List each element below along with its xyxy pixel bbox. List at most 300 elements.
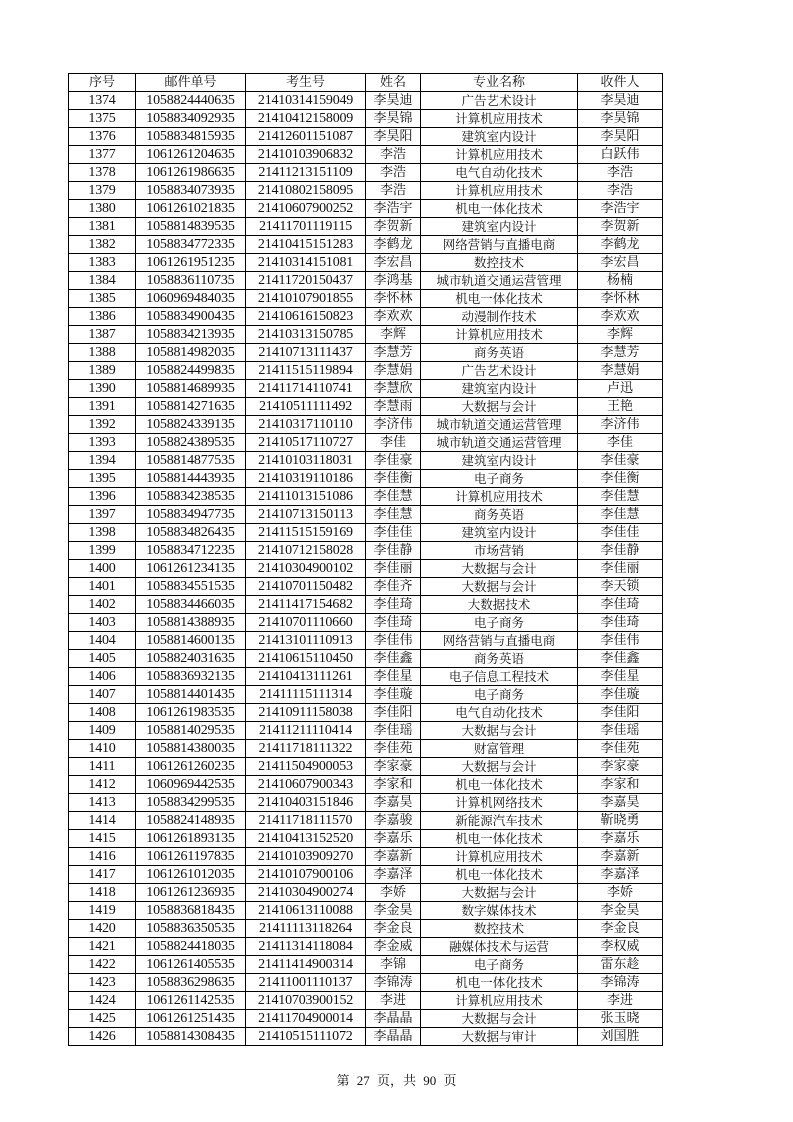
cell-name: 李怀林 bbox=[366, 290, 421, 308]
table-row bbox=[69, 794, 663, 812]
cell-tracking-number: 1058814401435 bbox=[136, 686, 246, 704]
cell-tracking-number: 1061261236935 bbox=[136, 884, 246, 902]
cell-recipient: 李金良 bbox=[578, 920, 663, 938]
cell-exam-number: 21410703900152 bbox=[246, 992, 366, 1010]
cell-major: 计算机应用技术 bbox=[421, 146, 578, 164]
cell-exam-number: 21410613110088 bbox=[246, 902, 366, 920]
cell-name: 李佳 bbox=[366, 434, 421, 452]
table-row bbox=[69, 830, 663, 848]
cell-recipient: 李佳星 bbox=[578, 668, 663, 686]
cell-serial: 1376 bbox=[69, 128, 136, 146]
table-row bbox=[69, 128, 663, 146]
cell-tracking-number: 1060969484035 bbox=[136, 290, 246, 308]
cell-major: 大数据与会计 bbox=[421, 758, 578, 776]
cell-exam-number: 21410713150113 bbox=[246, 506, 366, 524]
cell-serial: 1414 bbox=[69, 812, 136, 830]
cell-recipient: 李慧芳 bbox=[578, 344, 663, 362]
cell-tracking-number: 1061261893135 bbox=[136, 830, 246, 848]
cell-recipient: 李宏昌 bbox=[578, 254, 663, 272]
cell-serial: 1413 bbox=[69, 794, 136, 812]
cell-serial: 1406 bbox=[69, 668, 136, 686]
table-row bbox=[69, 92, 663, 110]
cell-exam-number: 21410607900343 bbox=[246, 776, 366, 794]
cell-recipient: 李鹤龙 bbox=[578, 236, 663, 254]
cell-recipient: 李佳衡 bbox=[578, 470, 663, 488]
cell-recipient: 卢迅 bbox=[578, 380, 663, 398]
cell-major: 动漫制作技术 bbox=[421, 308, 578, 326]
cell-tracking-number: 1058814600135 bbox=[136, 632, 246, 650]
cell-major: 电子信息工程技术 bbox=[421, 668, 578, 686]
cell-exam-number: 21410607900252 bbox=[246, 200, 366, 218]
cell-major: 机电一体化技术 bbox=[421, 290, 578, 308]
cell-serial: 1390 bbox=[69, 380, 136, 398]
cell-exam-number: 21410103118031 bbox=[246, 452, 366, 470]
table-row bbox=[69, 110, 663, 128]
cell-exam-number: 21410314159049 bbox=[246, 92, 366, 110]
cell-serial: 1394 bbox=[69, 452, 136, 470]
cell-recipient: 李贺新 bbox=[578, 218, 663, 236]
table-row bbox=[69, 866, 663, 884]
cell-major: 数控技术 bbox=[421, 254, 578, 272]
cell-exam-number: 21410317110110 bbox=[246, 416, 366, 434]
cell-name: 李佳阳 bbox=[366, 704, 421, 722]
cell-recipient: 李嘉昊 bbox=[578, 794, 663, 812]
cell-tracking-number: 1058834466035 bbox=[136, 596, 246, 614]
cell-tracking-number: 1058824389535 bbox=[136, 434, 246, 452]
header-major: 专业名称 bbox=[421, 74, 578, 92]
cell-name: 李佳伟 bbox=[366, 632, 421, 650]
cell-serial: 1402 bbox=[69, 596, 136, 614]
cell-serial: 1410 bbox=[69, 740, 136, 758]
cell-serial: 1381 bbox=[69, 218, 136, 236]
cell-major: 市场营销 bbox=[421, 542, 578, 560]
cell-tracking-number: 1061261142535 bbox=[136, 992, 246, 1010]
cell-name: 李辉 bbox=[366, 326, 421, 344]
cell-major: 计算机应用技术 bbox=[421, 110, 578, 128]
header-exam-number: 考生号 bbox=[246, 74, 366, 92]
cell-name: 李浩 bbox=[366, 164, 421, 182]
cell-name: 李浩 bbox=[366, 182, 421, 200]
cell-major: 大数据与会计 bbox=[421, 722, 578, 740]
cell-exam-number: 21410615110450 bbox=[246, 650, 366, 668]
cell-name: 李嘉新 bbox=[366, 848, 421, 866]
cell-name: 李慧欣 bbox=[366, 380, 421, 398]
cell-serial: 1379 bbox=[69, 182, 136, 200]
cell-exam-number: 21410713111437 bbox=[246, 344, 366, 362]
cell-serial: 1424 bbox=[69, 992, 136, 1010]
cell-name: 李宏昌 bbox=[366, 254, 421, 272]
cell-name: 李佳丽 bbox=[366, 560, 421, 578]
cell-serial: 1417 bbox=[69, 866, 136, 884]
cell-major: 城市轨道交通运营管理 bbox=[421, 272, 578, 290]
table-row bbox=[69, 164, 663, 182]
cell-tracking-number: 1058834815935 bbox=[136, 128, 246, 146]
cell-recipient: 李佳琦 bbox=[578, 596, 663, 614]
cell-exam-number: 21411718111322 bbox=[246, 740, 366, 758]
cell-name: 李佳璇 bbox=[366, 686, 421, 704]
table-row bbox=[69, 308, 663, 326]
cell-serial: 1408 bbox=[69, 704, 136, 722]
cell-serial: 1375 bbox=[69, 110, 136, 128]
page-footer bbox=[0, 1070, 793, 1089]
cell-major: 大数据技术 bbox=[421, 596, 578, 614]
cell-name: 李嘉乐 bbox=[366, 830, 421, 848]
cell-recipient: 李嘉新 bbox=[578, 848, 663, 866]
cell-tracking-number: 1061261951235 bbox=[136, 254, 246, 272]
table-row bbox=[69, 596, 663, 614]
cell-exam-number: 21411115111314 bbox=[246, 686, 366, 704]
cell-exam-number: 21411417154682 bbox=[246, 596, 366, 614]
cell-tracking-number: 1058814308435 bbox=[136, 1028, 246, 1046]
cell-recipient: 靳晓勇 bbox=[578, 812, 663, 830]
cell-tracking-number: 1061261251435 bbox=[136, 1010, 246, 1028]
cell-serial: 1419 bbox=[69, 902, 136, 920]
cell-tracking-number: 1058824031635 bbox=[136, 650, 246, 668]
cell-serial: 1396 bbox=[69, 488, 136, 506]
cell-name: 李进 bbox=[366, 992, 421, 1010]
cell-exam-number: 21411720150437 bbox=[246, 272, 366, 290]
cell-exam-number: 21411113118264 bbox=[246, 920, 366, 938]
table-row bbox=[69, 542, 663, 560]
cell-major: 大数据与会计 bbox=[421, 1010, 578, 1028]
table-row bbox=[69, 380, 663, 398]
cell-name: 李佳齐 bbox=[366, 578, 421, 596]
cell-major: 计算机应用技术 bbox=[421, 326, 578, 344]
cell-exam-number: 21410412158009 bbox=[246, 110, 366, 128]
cell-serial: 1399 bbox=[69, 542, 136, 560]
cell-tracking-number: 1058814029535 bbox=[136, 722, 246, 740]
table-row bbox=[69, 272, 663, 290]
cell-exam-number: 21410103909270 bbox=[246, 848, 366, 866]
cell-serial: 1403 bbox=[69, 614, 136, 632]
table-row bbox=[69, 956, 663, 974]
table-row bbox=[69, 1028, 663, 1046]
table-row bbox=[69, 920, 663, 938]
cell-major: 机电一体化技术 bbox=[421, 974, 578, 992]
table-row bbox=[69, 344, 663, 362]
cell-name: 李家和 bbox=[366, 776, 421, 794]
cell-name: 李浩 bbox=[366, 146, 421, 164]
cell-tracking-number: 1058836298635 bbox=[136, 974, 246, 992]
cell-major: 大数据与会计 bbox=[421, 398, 578, 416]
cell-major: 大数据与会计 bbox=[421, 560, 578, 578]
cell-name: 李佳星 bbox=[366, 668, 421, 686]
cell-recipient: 李天锁 bbox=[578, 578, 663, 596]
cell-serial: 1407 bbox=[69, 686, 136, 704]
header-name: 姓名 bbox=[366, 74, 421, 92]
cell-tracking-number: 1058824148935 bbox=[136, 812, 246, 830]
cell-recipient: 李嘉乐 bbox=[578, 830, 663, 848]
table-row bbox=[69, 758, 663, 776]
cell-major: 建筑室内设计 bbox=[421, 524, 578, 542]
cell-name: 李佳鑫 bbox=[366, 650, 421, 668]
cell-exam-number: 21410616150823 bbox=[246, 308, 366, 326]
cell-recipient: 李家豪 bbox=[578, 758, 663, 776]
cell-exam-number: 21410911158038 bbox=[246, 704, 366, 722]
cell-recipient: 李佳伟 bbox=[578, 632, 663, 650]
cell-tracking-number: 1058836932135 bbox=[136, 668, 246, 686]
cell-name: 李慧芳 bbox=[366, 344, 421, 362]
cell-serial: 1386 bbox=[69, 308, 136, 326]
cell-major: 大数据与会计 bbox=[421, 884, 578, 902]
cell-name: 李锦 bbox=[366, 956, 421, 974]
table-row bbox=[69, 362, 663, 380]
cell-tracking-number: 1058814443935 bbox=[136, 470, 246, 488]
table-row bbox=[69, 290, 663, 308]
cell-tracking-number: 1058814271635 bbox=[136, 398, 246, 416]
table-row bbox=[69, 650, 663, 668]
cell-name: 李佳衡 bbox=[366, 470, 421, 488]
cell-serial: 1412 bbox=[69, 776, 136, 794]
cell-name: 李金威 bbox=[366, 938, 421, 956]
footer-current-page: 27 bbox=[356, 1073, 370, 1088]
cell-tracking-number: 1061261012035 bbox=[136, 866, 246, 884]
cell-serial: 1383 bbox=[69, 254, 136, 272]
cell-major: 网络营销与直播电商 bbox=[421, 236, 578, 254]
cell-exam-number: 21410802158095 bbox=[246, 182, 366, 200]
cell-tracking-number: 1058814689935 bbox=[136, 380, 246, 398]
cell-recipient: 李金昊 bbox=[578, 902, 663, 920]
cell-serial: 1405 bbox=[69, 650, 136, 668]
cell-serial: 1395 bbox=[69, 470, 136, 488]
cell-major: 建筑室内设计 bbox=[421, 218, 578, 236]
cell-recipient: 张玉晓 bbox=[578, 1010, 663, 1028]
cell-recipient: 李佳瑶 bbox=[578, 722, 663, 740]
table-row bbox=[69, 560, 663, 578]
cell-major: 电子商务 bbox=[421, 470, 578, 488]
cell-recipient: 李佳佳 bbox=[578, 524, 663, 542]
table-row bbox=[69, 938, 663, 956]
cell-tracking-number: 1061261983535 bbox=[136, 704, 246, 722]
cell-tracking-number: 1060969442535 bbox=[136, 776, 246, 794]
table-row bbox=[69, 470, 663, 488]
cell-exam-number: 21410712158028 bbox=[246, 542, 366, 560]
cell-serial: 1418 bbox=[69, 884, 136, 902]
cell-serial: 1426 bbox=[69, 1028, 136, 1046]
cell-name: 李慧娟 bbox=[366, 362, 421, 380]
cell-exam-number: 21410304900102 bbox=[246, 560, 366, 578]
cell-recipient: 王艳 bbox=[578, 398, 663, 416]
cell-tracking-number: 1061261986635 bbox=[136, 164, 246, 182]
cell-name: 李贺新 bbox=[366, 218, 421, 236]
cell-exam-number: 21411515119894 bbox=[246, 362, 366, 380]
cell-name: 李欢欢 bbox=[366, 308, 421, 326]
table-row bbox=[69, 254, 663, 272]
cell-tracking-number: 1058824440635 bbox=[136, 92, 246, 110]
cell-tracking-number: 1061261405535 bbox=[136, 956, 246, 974]
table-row bbox=[69, 416, 663, 434]
cell-recipient: 李昊阳 bbox=[578, 128, 663, 146]
footer-prefix: 第 bbox=[336, 1073, 350, 1088]
cell-major: 商务英语 bbox=[421, 506, 578, 524]
cell-exam-number: 21411718111570 bbox=[246, 812, 366, 830]
table-row bbox=[69, 704, 663, 722]
cell-serial: 1416 bbox=[69, 848, 136, 866]
cell-exam-number: 21411701119115 bbox=[246, 218, 366, 236]
cell-major: 广告艺术设计 bbox=[421, 362, 578, 380]
cell-exam-number: 21410517110727 bbox=[246, 434, 366, 452]
cell-name: 李佳豪 bbox=[366, 452, 421, 470]
cell-major: 大数据与审计 bbox=[421, 1028, 578, 1046]
cell-name: 李金昊 bbox=[366, 902, 421, 920]
cell-tracking-number: 1058814982035 bbox=[136, 344, 246, 362]
table-row bbox=[69, 686, 663, 704]
cell-name: 李浩宇 bbox=[366, 200, 421, 218]
cell-tracking-number: 1058834238535 bbox=[136, 488, 246, 506]
cell-serial: 1382 bbox=[69, 236, 136, 254]
cell-serial: 1384 bbox=[69, 272, 136, 290]
cell-recipient: 李进 bbox=[578, 992, 663, 1010]
cell-serial: 1398 bbox=[69, 524, 136, 542]
cell-recipient: 李慧娟 bbox=[578, 362, 663, 380]
cell-tracking-number: 1058814388935 bbox=[136, 614, 246, 632]
cell-exam-number: 21410107901855 bbox=[246, 290, 366, 308]
header-serial: 序号 bbox=[69, 74, 136, 92]
cell-name: 李佳慧 bbox=[366, 506, 421, 524]
cell-name: 李晶晶 bbox=[366, 1028, 421, 1046]
cell-tracking-number: 1061261204635 bbox=[136, 146, 246, 164]
cell-major: 机电一体化技术 bbox=[421, 830, 578, 848]
header-recipient: 收件人 bbox=[578, 74, 663, 92]
cell-tracking-number: 1058836110735 bbox=[136, 272, 246, 290]
cell-tracking-number: 1058824418035 bbox=[136, 938, 246, 956]
cell-recipient: 李佳苑 bbox=[578, 740, 663, 758]
cell-recipient: 李佳慧 bbox=[578, 506, 663, 524]
cell-tracking-number: 1058824339135 bbox=[136, 416, 246, 434]
cell-name: 李佳瑶 bbox=[366, 722, 421, 740]
cell-serial: 1423 bbox=[69, 974, 136, 992]
cell-tracking-number: 1058836818435 bbox=[136, 902, 246, 920]
table-row bbox=[69, 740, 663, 758]
cell-major: 财富管理 bbox=[421, 740, 578, 758]
table-row bbox=[69, 218, 663, 236]
table-row bbox=[69, 236, 663, 254]
cell-serial: 1393 bbox=[69, 434, 136, 452]
cell-tracking-number: 1058834299535 bbox=[136, 794, 246, 812]
cell-major: 数字媒体技术 bbox=[421, 902, 578, 920]
cell-name: 李佳静 bbox=[366, 542, 421, 560]
cell-major: 新能源汽车技术 bbox=[421, 812, 578, 830]
cell-exam-number: 21411211110414 bbox=[246, 722, 366, 740]
cell-recipient: 李佳鑫 bbox=[578, 650, 663, 668]
cell-serial: 1387 bbox=[69, 326, 136, 344]
cell-exam-number: 21411213151109 bbox=[246, 164, 366, 182]
footer-middle: 页，共 bbox=[376, 1073, 416, 1088]
cell-name: 李娇 bbox=[366, 884, 421, 902]
mailing-table bbox=[68, 73, 663, 1046]
cell-name: 李家豪 bbox=[366, 758, 421, 776]
table-row bbox=[69, 506, 663, 524]
cell-name: 李佳琦 bbox=[366, 596, 421, 614]
cell-serial: 1380 bbox=[69, 200, 136, 218]
cell-major: 大数据与会计 bbox=[421, 578, 578, 596]
cell-name: 李鸿基 bbox=[366, 272, 421, 290]
cell-major: 建筑室内设计 bbox=[421, 380, 578, 398]
table-row bbox=[69, 902, 663, 920]
cell-tracking-number: 1058814877535 bbox=[136, 452, 246, 470]
cell-major: 电子商务 bbox=[421, 956, 578, 974]
cell-serial: 1378 bbox=[69, 164, 136, 182]
cell-exam-number: 21411504900053 bbox=[246, 758, 366, 776]
cell-major: 电气自动化技术 bbox=[421, 704, 578, 722]
cell-exam-number: 21410107900106 bbox=[246, 866, 366, 884]
cell-exam-number: 21411714110741 bbox=[246, 380, 366, 398]
cell-serial: 1377 bbox=[69, 146, 136, 164]
cell-exam-number: 21410313150785 bbox=[246, 326, 366, 344]
cell-name: 李鹤龙 bbox=[366, 236, 421, 254]
table-row bbox=[69, 578, 663, 596]
cell-serial: 1422 bbox=[69, 956, 136, 974]
cell-serial: 1404 bbox=[69, 632, 136, 650]
cell-serial: 1389 bbox=[69, 362, 136, 380]
cell-tracking-number: 1058834551535 bbox=[136, 578, 246, 596]
cell-exam-number: 21410103906832 bbox=[246, 146, 366, 164]
cell-tracking-number: 1058824499835 bbox=[136, 362, 246, 380]
cell-major: 商务英语 bbox=[421, 344, 578, 362]
cell-exam-number: 21410515111072 bbox=[246, 1028, 366, 1046]
cell-exam-number: 21413101110913 bbox=[246, 632, 366, 650]
cell-recipient: 李昊迪 bbox=[578, 92, 663, 110]
cell-exam-number: 21410413152520 bbox=[246, 830, 366, 848]
cell-recipient: 李锦涛 bbox=[578, 974, 663, 992]
cell-exam-number: 21412601151087 bbox=[246, 128, 366, 146]
cell-major: 城市轨道交通运营管理 bbox=[421, 416, 578, 434]
cell-recipient: 李佳豪 bbox=[578, 452, 663, 470]
cell-recipient: 李佳 bbox=[578, 434, 663, 452]
cell-tracking-number: 1061261197835 bbox=[136, 848, 246, 866]
cell-recipient: 李家和 bbox=[578, 776, 663, 794]
table-row bbox=[69, 182, 663, 200]
cell-recipient: 李佳慧 bbox=[578, 488, 663, 506]
cell-recipient: 杨楠 bbox=[578, 272, 663, 290]
cell-serial: 1392 bbox=[69, 416, 136, 434]
cell-name: 李锦涛 bbox=[366, 974, 421, 992]
cell-serial: 1397 bbox=[69, 506, 136, 524]
cell-major: 计算机应用技术 bbox=[421, 182, 578, 200]
cell-tracking-number: 1058836350535 bbox=[136, 920, 246, 938]
table-row bbox=[69, 452, 663, 470]
cell-exam-number: 21410415151283 bbox=[246, 236, 366, 254]
cell-name: 李慧雨 bbox=[366, 398, 421, 416]
cell-tracking-number: 1058834213935 bbox=[136, 326, 246, 344]
table-row bbox=[69, 488, 663, 506]
cell-serial: 1415 bbox=[69, 830, 136, 848]
cell-tracking-number: 1058834073935 bbox=[136, 182, 246, 200]
footer-suffix: 页 bbox=[443, 1073, 457, 1088]
cell-recipient: 李辉 bbox=[578, 326, 663, 344]
cell-tracking-number: 1058834092935 bbox=[136, 110, 246, 128]
table-row bbox=[69, 398, 663, 416]
cell-exam-number: 21410314151081 bbox=[246, 254, 366, 272]
cell-major: 电子商务 bbox=[421, 614, 578, 632]
cell-recipient: 李佳阳 bbox=[578, 704, 663, 722]
table-row bbox=[69, 326, 663, 344]
cell-name: 李佳慧 bbox=[366, 488, 421, 506]
cell-exam-number: 21410304900274 bbox=[246, 884, 366, 902]
table-row bbox=[69, 884, 663, 902]
cell-major: 机电一体化技术 bbox=[421, 200, 578, 218]
cell-recipient: 李浩 bbox=[578, 164, 663, 182]
cell-tracking-number: 1058814380035 bbox=[136, 740, 246, 758]
footer-total-pages: 90 bbox=[423, 1073, 437, 1088]
cell-recipient: 李娇 bbox=[578, 884, 663, 902]
table-row bbox=[69, 146, 663, 164]
cell-tracking-number: 1061261234135 bbox=[136, 560, 246, 578]
cell-recipient: 白跃伟 bbox=[578, 146, 663, 164]
cell-major: 计算机应用技术 bbox=[421, 992, 578, 1010]
cell-exam-number: 21411013151086 bbox=[246, 488, 366, 506]
cell-name: 李佳佳 bbox=[366, 524, 421, 542]
